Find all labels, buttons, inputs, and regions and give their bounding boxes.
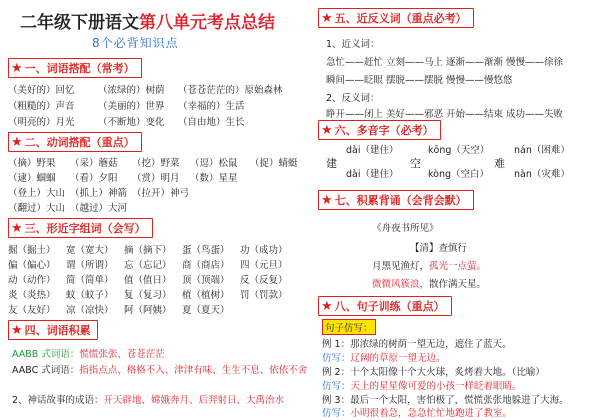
s4-line-1: AABB 式词语：慌慌张张、苍苍茫茫 <box>12 349 165 360</box>
section-heading-4: ★ 四、词语积累 <box>8 320 98 340</box>
s5-near-label: 1、近义词： <box>326 39 380 50</box>
star-icon: ★ <box>11 60 23 76</box>
s5-anti-label: 2、反义词： <box>326 93 380 104</box>
poem-title: 《舟夜书所见》 <box>372 223 439 234</box>
poem-line-1: 月黑见渔灯，孤光一点萤。 <box>372 261 487 272</box>
polyphone-bottom-1: dài（建住） <box>346 169 399 180</box>
s2-row-1: （摘）野果 （采）蘑菇 （挖）野菜 （逗）松鼠 （捉）蜻蜓 <box>8 158 298 169</box>
section-heading-6: ★ 六、多音字（必考） <box>318 120 441 140</box>
title-black: 二年级下册语文 <box>20 13 139 33</box>
polyphone-char-3: 难 <box>494 157 505 170</box>
s3-row-3: 动（动作） 简（简单） 值（值日） 顶（顶端） 反（反复） <box>8 275 288 286</box>
star-icon: ★ <box>321 192 333 208</box>
s1-row-2: （粗糙的）声音 （美丽的）世界 （幸福的）生活 <box>8 101 245 112</box>
s8-line-1: 例 1：那浓绿的树荫一望无边，遮住了蓝天。 <box>322 339 512 350</box>
s8-line-5: 例 3：最后一个太阳，害怕极了，慌慌张张地躲进了大海。 <box>322 395 569 406</box>
polyphone-top-2: kōng（天空） <box>428 145 490 156</box>
s5-anti-row-1: 睁开——闭上 美好——邪恶 开始——结束 成功——失败 <box>326 109 564 120</box>
polyphone-top-1: dài（建住） <box>346 145 399 156</box>
s5-near-row-2: 瞬间——眨眼 摆脱——摆脱 慢慢——慢悠悠 <box>326 75 513 86</box>
section-heading-7: ★ 七、积累背诵（会背会默） <box>318 190 474 210</box>
s2-row-3: （登上）大山 （抓上）神箭 （拉开）神弓 <box>8 188 190 199</box>
title-red: 第八单元考点总结 <box>139 13 275 33</box>
s3-row-1: 掘（掘土） 宽（宽大） 摘（摘下） 蛋（鸟蛋） 功（成功） <box>8 245 288 256</box>
star-icon: ★ <box>11 322 23 338</box>
s2-row-2: （逮）蝈蝈 （看）夕阳 （赏）明月 （数）星星 <box>8 173 238 184</box>
sentence-tag: 句子仿写： <box>322 319 376 335</box>
s4-line-2: AABC 式词语：指指点点、格格不入、津津有味、生生不息、依依不舍 <box>12 365 308 376</box>
star-icon: ★ <box>321 122 333 138</box>
s1-row-1: （美好的）回忆 （浓绿的）树荫 （苍苍茫茫的）原始森林 <box>8 85 283 96</box>
polyphone-bottom-3: nàn（灾难） <box>514 169 570 180</box>
section-heading-3: ★ 三、形近字组词（会写） <box>8 218 153 238</box>
s8-line-6: 仿写：小明很着急，急急忙忙地跑进了教室。 <box>322 408 513 419</box>
section-heading-8: ★ 八、句子训练（重点） <box>318 296 452 316</box>
s1-row-3: （明亮的）月光 （不断地）变化 （自由地）生长 <box>8 117 245 128</box>
page-title <box>20 8 300 33</box>
page-subtitle: 8个必背知识点 <box>92 36 179 50</box>
section-heading-5: ★ 五、近反义词（重点必考） <box>318 8 474 28</box>
section-heading-2: ★ 二、动词搭配（重点） <box>8 132 142 152</box>
polyphone-bottom-2: kòng（空白） <box>428 169 490 180</box>
star-icon: ★ <box>11 220 23 236</box>
s3-row-4: 炎（炎热） 蚊（蚊子） 复（复习） 植（植树） 罚（罚款） <box>8 290 288 301</box>
star-icon: ★ <box>321 298 333 314</box>
star-icon: ★ <box>321 10 333 26</box>
section-heading-1: ★ 一、词语搭配（常考） <box>8 58 142 78</box>
s4-line-3: 2、神话故事的成语：开天辟地、嫦娥奔月、后羿射日、大禹治水 <box>12 395 285 406</box>
polyphone-top-3: nán（困难） <box>514 145 570 156</box>
s5-near-row-1: 急忙——赶忙 立刻——马上 逐渐——渐渐 慢慢——徐徐 <box>326 57 564 68</box>
poem-author: 【清】查慎行 <box>410 243 468 254</box>
polyphone-char-2: 空 <box>410 157 421 170</box>
s8-line-4: 仿写：天上的星星像可爱的小孩一样眨着眼睛。 <box>322 381 522 392</box>
s3-row-5: 友（友好） 凉（凉快） 阿（阿姨） 夏（夏天） <box>8 305 230 316</box>
star-icon: ★ <box>11 134 23 150</box>
s8-line-3: 例 2：十个太阳像十个大火球，炙烤着大地。（比喻） <box>322 367 545 378</box>
s2-row-4: （翻过）大山 （越过）大河 <box>8 203 128 214</box>
poem-line-2: 微微风簇浪，散作满天星。 <box>372 279 487 290</box>
s3-row-2: 偏（偏心） 谓（所谓） 忘（忘记） 商（商店） 四（元旦） <box>8 260 288 271</box>
s8-line-2: 仿写：辽阔的草原一望无边。 <box>322 353 446 364</box>
polyphone-char-1: 建 <box>326 157 337 170</box>
